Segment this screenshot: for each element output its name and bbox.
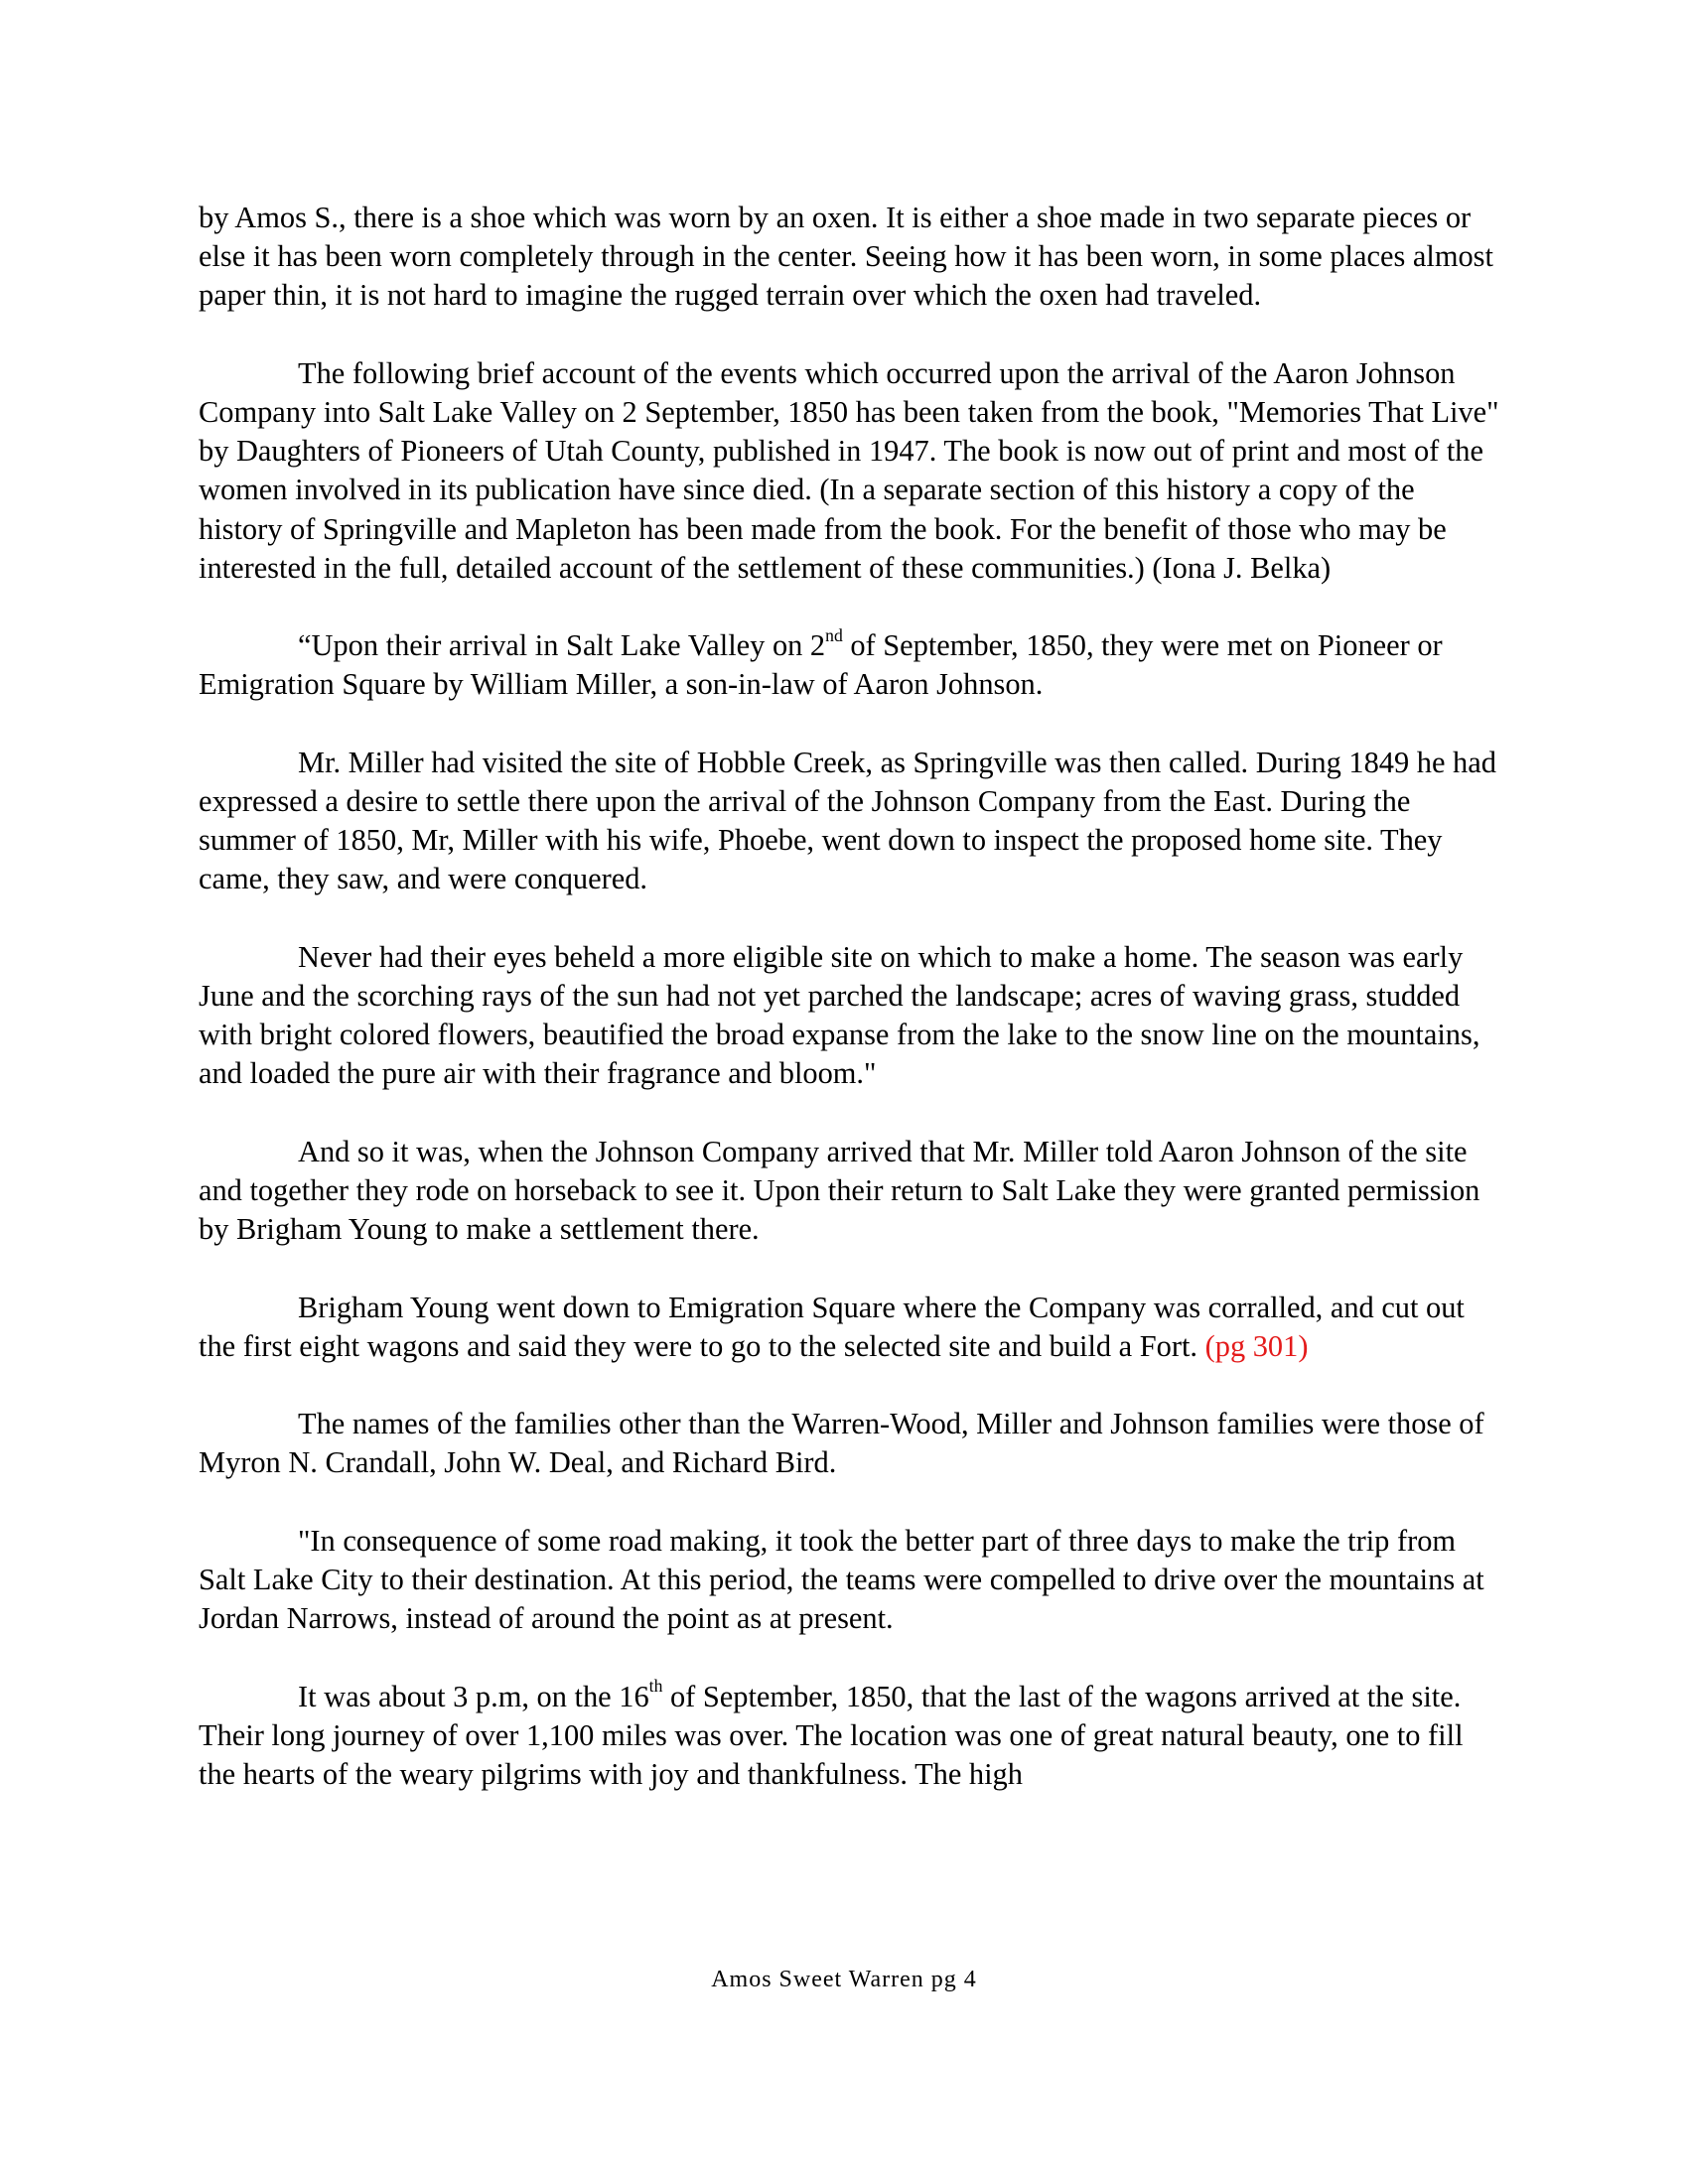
ordinal-suffix: nd: [825, 624, 843, 645]
page-reference: (pg 301): [1204, 1328, 1309, 1363]
document-body: [199, 199, 1499, 1794]
paragraph-permission-granted: And so it was, when the Johnson Company arrived that Mr. Miller told Aaron Johnson of the site and together they rode on horseback to see it. Upon their return to Salt Lake they were granted permission by Brigham Young to make a settlement there.: [199, 1134, 1480, 1247]
paragraph-family-names: The names of the families other than the Warren-Wood, Miller and Johnson families were those of Myron N. Crandall, John W. Deal, and Richard Bird.: [199, 1407, 1484, 1480]
paragraph-arrival-salt-lake: [199, 626, 1499, 704]
paragraph-arrival-text-end: of September, 1850, they were met on Pioneer or Emigration Square by William Miller, a son-in-law of Aaron Johnson.: [199, 628, 1443, 702]
ordinal-suffix: th: [648, 1675, 663, 1696]
paragraph-oxen-shoe: by Amos S., there is a shoe which was worn by an oxen. It is either a shoe made in two separate pieces or else it has been worn completely through in the center. Seeing how it has been worn, in some places almost paper thin, it is not hard to imagine the rugged terrain over which the oxen had traveled.: [199, 201, 1493, 313]
paragraph-hobble-creek: Mr. Miller had visited the site of Hobble Creek, as Springville was then called. During 1849 he had expressed a desire to settle there upon the arrival of the Johnson Company from the East. During the summer of 1850, Mr, Miller with his wife, Phoebe, went down to inspect the proposed home site. They came, they saw, and were conquered.: [199, 745, 1496, 896]
paragraph-memories-that-live: The following brief account of the events which occurred upon the arrival of the Aaron Johnson Company into Salt Lake Valley on 2 September, 1850 has been taken from the book, "Memories That Live" by Daughters of Pioneers of Utah County, published in 1947. The book is now out of print and most of the women involved in its publication have since died. (In a separate section of this history a copy of the history of Springville and Mapleton has been made from the book. For the benefit of those who may be interested in the full, detailed account of the settlement of these communities.) (Iona J. Belka): [199, 355, 1499, 585]
paragraph-arrival-text-start: “Upon their arrival in Salt Lake Valley on 2: [298, 628, 826, 663]
paragraph-last-wagons-text-end: of September, 1850, that the last of the wagons arrived at the site. Their long journey of over 1,100 miles was over. The location was one of great natural beauty, one to fill the hearts of the weary pilgrims with joy and thankfulness. The high: [199, 1679, 1464, 1791]
paragraph-eight-wagons: [199, 1289, 1499, 1366]
page-footer: Amos Sweet Warren pg 4: [711, 1967, 977, 1992]
paragraph-last-wagons-text-start: It was about 3 p.m, on the 16: [298, 1679, 649, 1713]
paragraph-eligible-site: Never had their eyes beheld a more eligible site on which to make a home. The season was early June and the scorching rays of the sun had not yet parched the landscape; acres of waving grass, studded with bright colored flowers, beautified the broad expanse from the lake to the snow line on the mountains, and loaded the pure air with their fragrance and bloom.": [199, 939, 1480, 1091]
paragraph-road-making: "In consequence of some road making, it took the better part of three days to make the trip from Salt Lake City to their destination. At this period, the teams were compelled to drive over the mountains at Jordan Narrows, instead of around the point as at present.: [199, 1523, 1484, 1636]
paragraph-last-wagons: [199, 1675, 1499, 1795]
paragraph-eight-wagons-text: Brigham Young went down to Emigration Square where the Company was corralled, and cut out the first eight wagons and said they were to go to the selected site and build a Fort.: [199, 1290, 1465, 1363]
